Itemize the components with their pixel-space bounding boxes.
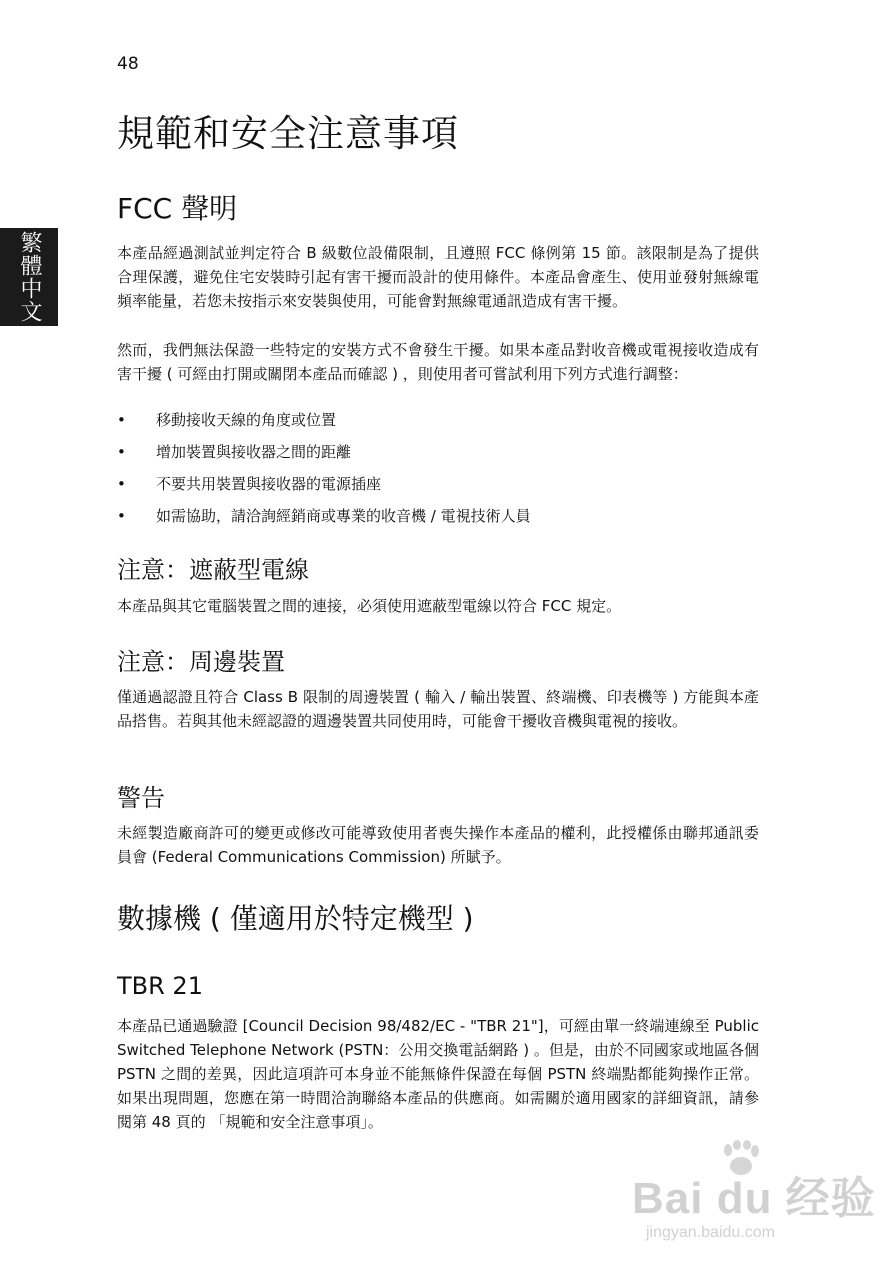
fcc-paragraph-2: 然而，我們無法保證一些特定的安裝方式不會發生干擾。如果本產品對收音機或電視接收造成有害干擾 ( 可經由打開或關閉本產品而確認 ) ，則使用者可嘗試利用下列方式進行調整： [117, 341, 759, 383]
fcc-bullet-list [117, 408, 759, 536]
peripherals-heading: 注意：周邊裝置 [117, 648, 285, 676]
bullet-icon: • [117, 507, 126, 525]
modem-heading: 數據機 ( 僅適用於特定機型 ) [117, 902, 474, 935]
language-side-tab [0, 228, 58, 326]
fcc-heading: FCC 聲明 [117, 192, 238, 225]
bullet-icon: • [117, 443, 126, 461]
watermark-brand: Bai du 经验 [632, 1174, 876, 1223]
bullet-icon: • [117, 411, 126, 429]
peripherals-paragraph: 僅通過認證且符合 Class B 限制的周邊裝置 ( 輸入 / 輸出裝置、終端機、印表機等 ) 方能與本產品搭售。若與其他未經認證的週邊裝置共同使用時，可能會干擾收音機與電視的接收。 [117, 688, 759, 730]
shielded-cable-paragraph: 本產品與其它電腦裝置之間的連接，必須使用遮蔽型電線以符合 FCC 規定。 [117, 597, 622, 615]
list-item [117, 472, 759, 504]
tbr21-heading: TBR 21 [117, 972, 203, 1000]
shielded-cable-heading: 注意：遮蔽型電線 [117, 556, 309, 584]
list-item-text: 不要共用裝置與接收器的電源插座 [156, 475, 382, 493]
baidu-jingyan-watermark [632, 1140, 876, 1250]
warning-heading: 警告 [117, 784, 165, 812]
watermark-url: jingyan.baidu.com [646, 1224, 775, 1241]
list-item-text: 如需協助，請洽詢經銷商或專業的收音機 / 電視技術人員 [156, 507, 531, 525]
page-number: 48 [117, 54, 139, 74]
page-title: 規範和安全注意事項 [117, 112, 459, 155]
bullet-icon: • [117, 475, 126, 493]
warning-paragraph: 未經製造廠商許可的變更或修改可能導致使用者喪失操作本產品的權利，此授權係由聯邦通訊委員會 (Federal Communications Commission) 所賦予。 [117, 824, 759, 866]
list-item-text: 增加裝置與接收器之間的距離 [156, 443, 352, 461]
fcc-paragraph-1: 本產品經過測試並判定符合 B 級數位設備限制，且遵照 FCC 條例第 15 節。該限制是為了提供合理保護，避免住宅安裝時引起有害干擾而設計的使用條件。本產品會產生、使用並發射無線電頻率能量，若您未按指示來安裝與使用，可能會對無線電通訊造成有害干擾。 [117, 244, 759, 310]
language-side-tab-label: 繁體中文 [17, 231, 42, 323]
list-item [117, 408, 759, 440]
tbr21-paragraph: 本產品已通過驗證 [Council Decision 98/482/EC - "TBR 21"]，可經由單一終端連線至 Public Switched Telephone Network (PSTN：公用交換電話網路 ) 。但是，由於不同國家或地區各個 PSTN 之間的差異，因此這項許可本身並不能無條件保證在每個 PSTN 終端點都能夠操作正常。如果出現問題，您應在第一時間洽詢聯絡本產品的供應商。如需關於適用國家的詳細資訊，請參閱第 48 頁的 「規範和安全注意事項」。 [117, 1017, 759, 1131]
list-item-text: 移動接收天線的角度或位置 [156, 411, 337, 429]
list-item [117, 440, 759, 472]
list-item [117, 504, 759, 536]
